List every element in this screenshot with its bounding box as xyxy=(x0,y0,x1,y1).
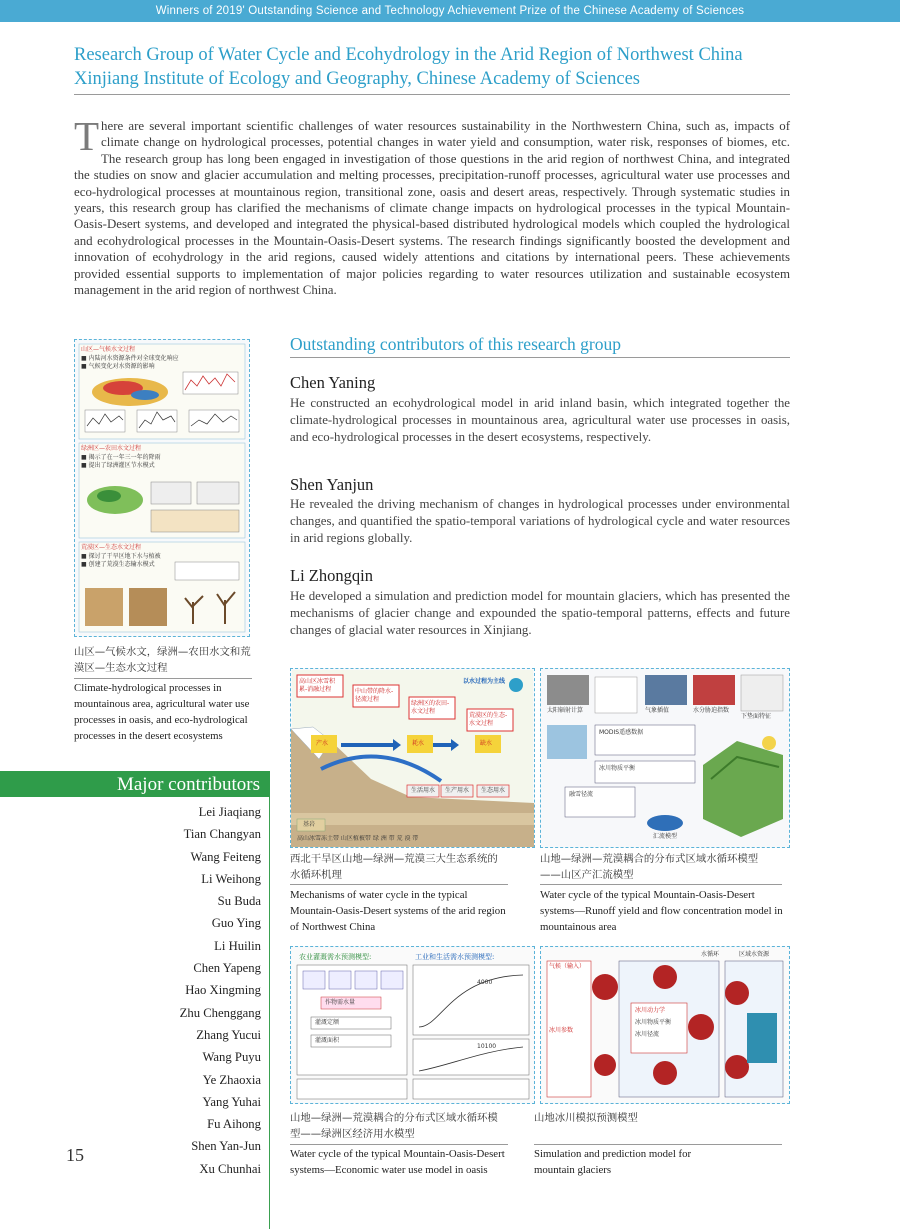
contributor-list-item: Wang Puyu xyxy=(202,1050,261,1065)
left-caption-cn: 山区—气候水文，绿洲—农田水文和荒漠区—生态水文过程 xyxy=(74,646,251,674)
contributor-list-item: Su Buda xyxy=(217,894,261,909)
fig1-arrow-3: 缺水 xyxy=(480,740,493,747)
contributor-list-item: Zhang Yucui xyxy=(196,1027,261,1042)
contributor-name: Li Zhongqin xyxy=(290,566,373,585)
fig2-label-1: 太阳辐射计算 xyxy=(547,707,584,714)
fig4-caption-en: Simulation and prediction model for mountain glaciers xyxy=(534,1148,692,1176)
fig3-node-2: 灌溉定额 xyxy=(315,1019,340,1026)
fig1-box-c: 绿洲区的农田-水文过程 xyxy=(411,700,450,715)
fig1-legend: 以水过程为主线 xyxy=(463,678,506,685)
fig4-caption-cn: 山地冰川模拟预测模型 xyxy=(534,1112,638,1124)
institute-title: Xinjiang Institute of Ecology and Geography, Chinese Academy of Sciences xyxy=(74,69,640,89)
contributor-list-item: Chen Yapeng xyxy=(193,961,261,976)
contributor-list-item: Li Weihong xyxy=(201,871,261,886)
fig1-box-d: 荒漠区的生态-水文过程 xyxy=(469,712,508,727)
major-contributors-list xyxy=(120,801,261,1180)
group-title: Research Group of Water Cycle and Ecohydrology in the Arid Region of Northwest China xyxy=(74,45,743,65)
fig2-label-4: 下垫面特征 xyxy=(741,713,772,720)
contributor-list-item: Fu Aihong xyxy=(207,1117,261,1132)
fig2-caption-rule xyxy=(540,884,782,885)
contributor-list-item: Yang Yuhai xyxy=(202,1094,261,1109)
contributor-list-item: Tian Changyan xyxy=(183,827,261,842)
contributor-desc: He constructed an ecohydrological model in arid inland basin, which integrated together the climate-hydrological processes in mountainous area, agricultural water use processes in oasis, and eco-hydrological processes in the desert ecosystems, respectively. xyxy=(290,396,790,444)
contributors-heading: Outstanding contributors of this research group xyxy=(290,334,621,354)
contributor-list-item: Ye Zhaoxia xyxy=(202,1072,261,1087)
left-panel3-bullet2: ■ 创建了荒漠生态输水模式 xyxy=(81,561,155,568)
fig1-arrow-2: 耗水 xyxy=(412,740,425,747)
contributor-list-item: Shen Yan-Jun xyxy=(191,1139,261,1154)
top-banner: Winners of 2019' Outstanding Science and Technology Achievement Prize of the Chinese Academy of Sciences xyxy=(0,0,900,22)
left-panel1-bullet1: ■ 内陆河水资源条件对全球变化响应 xyxy=(81,355,179,362)
contributor-list-item: Hao Xingming xyxy=(185,983,261,998)
contributors-rule xyxy=(290,357,790,358)
left-panel1-title: 山区—气候水文过程 xyxy=(81,346,136,353)
fig1-use-2: 生产用水 xyxy=(445,787,470,794)
fig3-equation-1: 4000 xyxy=(477,979,493,986)
fig1-bottom-zones: 高山冰雪冻土带 山区植被带 绿 洲 带 荒 漠 带 xyxy=(297,835,419,842)
fig2-label-8: 汇流模型 xyxy=(653,833,678,840)
left-panel2-bullet2: ■ 提出了绿洲灌区节水模式 xyxy=(81,462,155,469)
figure-water-use-model xyxy=(290,946,535,1104)
fig1-use-1: 生活用水 xyxy=(411,787,436,794)
figure-water-cycle xyxy=(290,668,535,848)
major-contributors-line xyxy=(269,797,270,1229)
drop-cap: T xyxy=(74,113,100,159)
figure-glacier-model xyxy=(540,946,790,1104)
contributor-desc: He revealed the driving mechanism of changes in hydrological processes under environmental changes, and quantified the spatio-temporal variations of hydrological cycle and water resources in arid regions globally. xyxy=(290,497,790,545)
fig1-caption-cn: 西北干旱区山地—绿洲—荒漠三大生态系统的水循环机理 xyxy=(290,853,498,881)
left-panel2-title: 绿洲区—农田水文过程 xyxy=(81,445,142,452)
fig2-label-2: 气象插值 xyxy=(645,707,670,714)
title-rule xyxy=(74,94,790,95)
left-figure xyxy=(74,339,250,637)
fig4-heading-1: 水循环 xyxy=(701,951,720,958)
left-figure-graphic xyxy=(75,340,249,636)
contributor-list-item: Wang Feiteng xyxy=(190,849,261,864)
intro-paragraph xyxy=(74,113,790,298)
fig1-bedrock: 基岩 xyxy=(303,821,316,828)
fig4-left-1: 气候（输入） xyxy=(549,963,586,970)
contributor-list-item: Li Huilin xyxy=(214,938,261,953)
fig2-caption-en: Water cycle of the typical Mountain-Oasis-Desert systems—Runoff yield and flow concentration model in mountainous area xyxy=(540,889,783,933)
major-contributors-heading: Major contributors xyxy=(0,771,270,797)
left-panel1-bullet2: ■ 气候变化对水资源的影响 xyxy=(81,363,155,370)
fig3-equation-2: 10100 xyxy=(477,1043,497,1050)
left-panel3-title: 荒漠区—生态水文过程 xyxy=(81,544,142,551)
contributor-list-item: Xu Chunhai xyxy=(199,1161,261,1176)
figure-water-cycle-graphic xyxy=(291,669,534,847)
fig2-caption-cn: 山地—绿洲—荒漠耦合的分布式区域水循环模型——山区产汇流模型 xyxy=(540,853,759,881)
left-caption-en: Climate-hydrological processes in mountainous area, agricultural water use processes in oasis, and eco-hydrological processes in the desert ecosystems xyxy=(74,682,250,742)
fig1-use-3: 生态用水 xyxy=(481,787,506,794)
fig4-caption-rule xyxy=(534,1144,782,1145)
intro-text: here are several important scientific challenges of water resources sustainability in the Northwestern China, such as, impacts of climate change on hydrological processes, potential changes in water yield and consumption, water risk, responses of biomes, etc. The research group has long been engaged in investigation of those questions in the arid region of northwest China, and integrated the studies on snow and glacier accumulation and melting processes, precipitation-runoff processes, agricultural water use processes and eco-hydrological processes at mountainous region, transitional zone, oasis and desert areas, respectively. Through systematic studies in years, this research group has clarified the mechanisms of climate change impacts on hydrological processes in the typical Mountain-Oasis-Desert systems, and developed and integrated the physical-based distributed hydrological models which coupled the hydrological and ecohydrological processes in the Mountain-Oasis-Desert systems. The research findings significantly boosted the development and innovation of ecohydrology in the arid regions, caused widely attentions and citations by international peers. These achievements provided essential supports to implementation of major policies regarding to water resources utilization and sustainable ecosystem management in the arid region of northwest China. xyxy=(74,119,790,298)
fig3-node-3: 灌溉面积 xyxy=(315,1037,340,1044)
fig3-node-1: 作物需水量 xyxy=(325,999,356,1006)
fig3-caption-rule xyxy=(290,1144,508,1145)
left-panel3-bullet1: ■ 探讨了干旱区地下水与植被 xyxy=(81,553,161,560)
contributor-desc: He developed a simulation and prediction model for mountain glaciers, which has presented the mechanisms of glacier change and expounded the spatio-temporal patterns, effects and future changes of glacial water resources in Xinjiang. xyxy=(290,589,790,637)
fig3-caption-en: Water cycle of the typical Mountain-Oasis-Desert systems—Economic water use model in oasis xyxy=(290,1148,505,1176)
fig3-caption-cn: 山地—绿洲—荒漠耦合的分布式区域水循环模型——绿洲区经济用水模型 xyxy=(290,1112,498,1140)
fig3-heading-2: 工业和生活需水预测模型: xyxy=(415,953,495,961)
fig2-label-7: 融雪径流 xyxy=(569,791,594,798)
fig2-label-6: 冰川物质平衡 xyxy=(599,765,636,772)
fig1-caption-en: Mechanisms of water cycle in the typical Mountain-Oasis-Desert systems of the arid region of Northwest China xyxy=(290,889,506,933)
contributor-name: Chen Yaning xyxy=(290,373,376,392)
left-caption-rule xyxy=(74,678,252,679)
fig4-center-3: 冰川径流 xyxy=(635,1031,660,1038)
fig1-caption-rule xyxy=(290,884,508,885)
fig3-heading-1: 农业灌溉需水预测模型: xyxy=(299,953,372,961)
fig2-label-3: 水分胁迫指数 xyxy=(693,707,730,714)
fig4-center-2: 冰川物质平衡 xyxy=(635,1019,672,1026)
fig4-left-2: 冰川参数 xyxy=(549,1027,574,1034)
fig2-label-5: MODIS遥感数据 xyxy=(599,729,644,736)
fig1-box-b: 中山带的降水-径流过程 xyxy=(355,688,394,703)
fig1-arrow-1: 产水 xyxy=(316,740,329,747)
contributor-list-item: Guo Ying xyxy=(211,916,261,931)
fig1-box-a: 高山区冰雪积累-消融过程 xyxy=(299,678,336,693)
fig4-center-1: 冰川动力学 xyxy=(635,1007,666,1014)
figure-runoff-model-graphic xyxy=(541,669,789,847)
fig4-heading-2: 区域水资源 xyxy=(739,951,770,958)
contributor-list-item: Zhu Chenggang xyxy=(179,1005,261,1020)
left-panel2-bullet1: ■ 揭示了在一年三一年的降雨 xyxy=(81,454,161,461)
contributor-name: Shen Yanjun xyxy=(290,475,374,494)
contributor-list-item: Lei Jiaqiang xyxy=(198,805,261,819)
page-number: 15 xyxy=(66,1145,84,1165)
figure-runoff-model xyxy=(540,668,790,848)
